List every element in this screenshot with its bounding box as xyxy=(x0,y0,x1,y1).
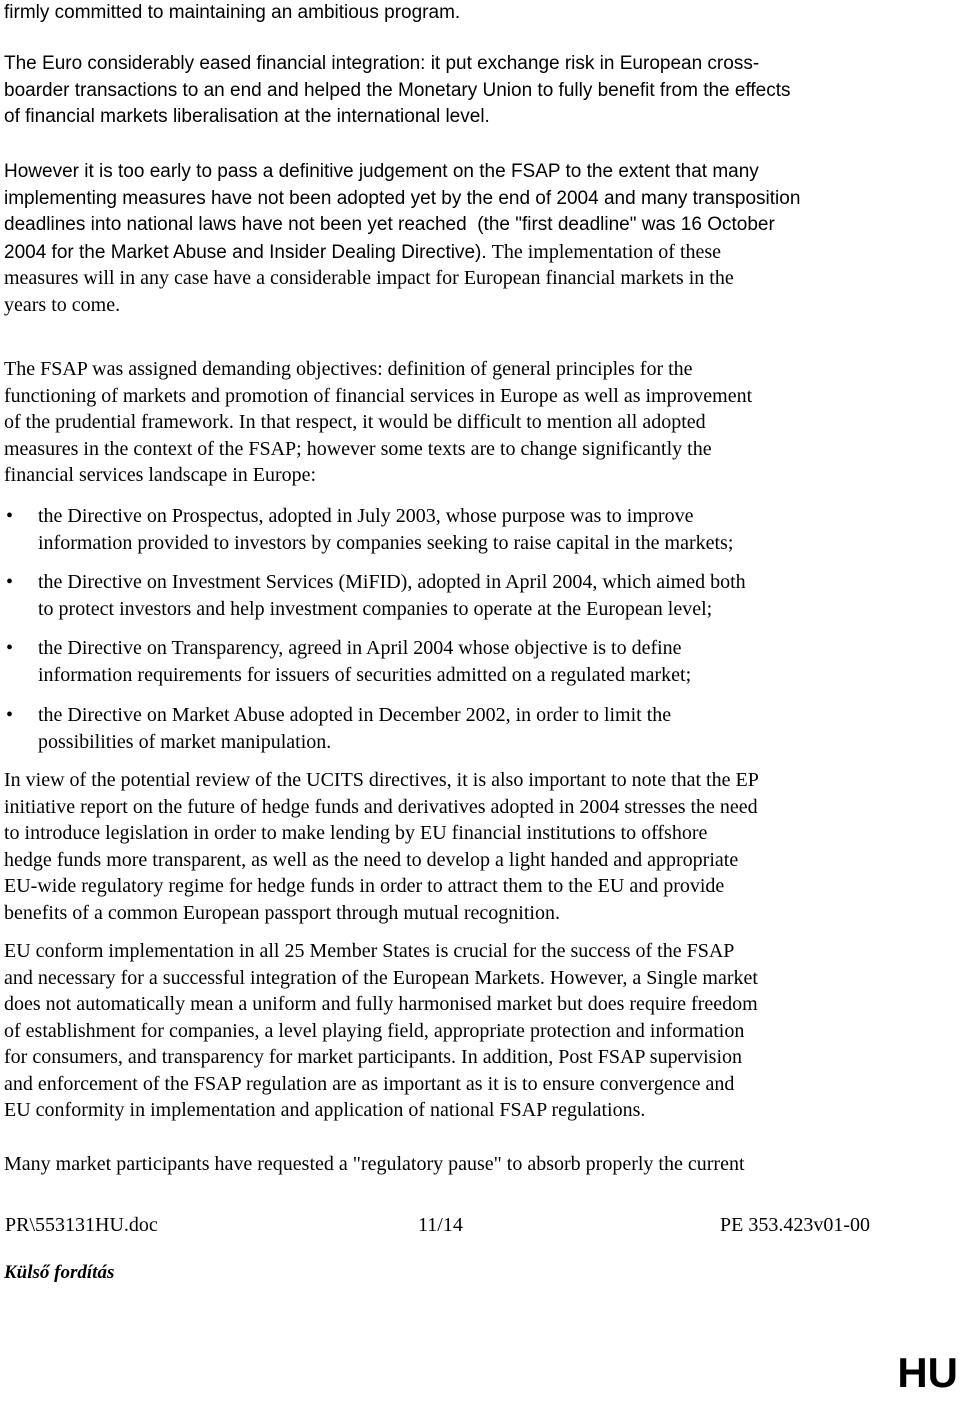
text-line: hedge funds more transparent, as well as the need to develop a light handed and appropriate xyxy=(4,848,739,871)
text-line: EU conformity in implementation and application of national FSAP regulations. xyxy=(4,1099,646,1121)
text-line: In view of the potential review of the UCITS directives, it is also important to note that the EP xyxy=(4,769,759,791)
text-line: and necessary for a successful integration of the European Markets. However, a Single market xyxy=(4,966,758,989)
text-line: the Directive on Prospectus, adopted in July 2003, whose purpose was to improve xyxy=(38,505,694,527)
text-line: firmly committed to maintaining an ambitious program. xyxy=(4,2,461,23)
text-line: to introduce legislation in order to make lending by EU financial institutions to offshore xyxy=(4,822,708,844)
page-footer xyxy=(0,1212,960,1239)
text-line: EU-wide regulatory regime for hedge funds in order to attract them to the EU and provide xyxy=(4,875,725,897)
text-line: and enforcement of the FSAP regulation are as important as it is to ensure convergence and xyxy=(4,1072,735,1095)
paragraph-regulatory-pause xyxy=(4,1151,944,1178)
text-line: years to come. xyxy=(4,293,121,316)
text-segment: 2004 for the Market Abuse and Insider Dealing Directive). xyxy=(4,241,487,263)
bullet-item-transparency xyxy=(4,635,944,688)
paragraph-ucits-review xyxy=(4,767,944,926)
text-line: benefits of a common European passport through mutual recognition. xyxy=(4,901,560,924)
text-line: information provided to investors by companies seeking to raise capital in the markets; xyxy=(38,531,734,554)
text-line: of establishment for companies, a level playing field, appropriate protection and information xyxy=(4,1019,745,1042)
text-line: measures in the context of the FSAP; however some texts are to change significantly the xyxy=(4,437,712,460)
text-line: for consumers, and transparency for market participants. In addition, Post FSAP supervision xyxy=(4,1046,743,1068)
bullet-icon: • xyxy=(6,505,14,527)
text-line: deadlines into national laws have not been yet reached (the "first deadline" was 16 October xyxy=(4,214,775,235)
bullet-text xyxy=(38,569,746,622)
text-line: the Directive on Market Abuse adopted in December 2002, in order to limit the xyxy=(38,704,672,726)
text-line xyxy=(4,239,944,266)
paragraph-fsap-judgement xyxy=(4,159,944,318)
bullet-icon: • xyxy=(6,637,14,659)
text-line: does not automatically mean a uniform and fully harmonised market but does require freedom xyxy=(4,993,758,1015)
text-line: implementing measures have not been adopted yet by the end of 2004 and many transposition xyxy=(4,187,801,209)
paragraph-fsap-objectives xyxy=(4,356,944,489)
translation-note: Külső fordítás xyxy=(4,1262,115,1283)
text-line: of the prudential framework. In that respect, it would be difficult to mention all adopted xyxy=(4,411,706,433)
text-line: the Directive on Investment Services (MiFID), adopted in April 2004, which aimed both xyxy=(38,571,746,593)
bullet-text xyxy=(38,635,691,688)
text-line: functioning of markets and promotion of financial services in Europe as well as improvement xyxy=(4,384,753,407)
bullet-text xyxy=(38,702,671,755)
bullet-icon: • xyxy=(6,704,14,726)
text-line: EU conform implementation in all 25 Member States is crucial for the success of the FSAP xyxy=(4,940,735,962)
text-line: The Euro considerably eased financial integration: it put exchange risk in European cross- xyxy=(4,53,760,74)
footer-document-reference: PE 353.423v01-00 xyxy=(720,1214,870,1236)
text-line: the Directive on Transparency, agreed in April 2004 whose objective is to define xyxy=(38,637,682,659)
bullet-text xyxy=(38,503,733,556)
bullet-item-market-abuse xyxy=(4,702,944,755)
text-line: The FSAP was assigned demanding objectives: definition of general principles for the xyxy=(4,358,693,380)
paragraph-eu-conform-implementation xyxy=(4,938,944,1124)
bullet-icon: • xyxy=(6,571,14,593)
bullet-item-prospectus xyxy=(4,503,944,556)
footer-page-number: 11/14 xyxy=(418,1214,463,1236)
text-line: of financial markets liberalisation at the international level. xyxy=(4,106,490,127)
text-line: information requirements for issuers of securities admitted on a regulated market; xyxy=(38,663,692,686)
language-code: HU xyxy=(897,1349,958,1396)
text-line: measures will in any case have a considerable impact for European financial markets in the xyxy=(4,267,734,289)
paragraph-intro-continuation xyxy=(4,0,944,27)
bullet-item-mifid xyxy=(4,569,944,622)
text-segment: The implementation of these xyxy=(491,240,722,263)
text-line: boarder transactions to an end and helped the Monetary Union to fully benefit from the effects xyxy=(4,79,791,101)
text-line: However it is too early to pass a definitive judgement on the FSAP to the extent that many xyxy=(4,161,759,182)
footer-file-name: PR\553131HU.doc xyxy=(5,1214,158,1236)
text-line: financial services landscape in Europe: xyxy=(4,464,317,486)
text-line: possibilities of market manipulation. xyxy=(38,730,332,753)
text-line: Many market participants have requested a "regulatory pause" to absorb properly the current xyxy=(4,1153,745,1175)
paragraph-euro-integration xyxy=(4,51,944,131)
text-line: to protect investors and help investment companies to operate at the European level; xyxy=(38,597,713,620)
text-line: initiative report on the future of hedge funds and derivatives adopted in 2004 stresses the need xyxy=(4,795,758,818)
